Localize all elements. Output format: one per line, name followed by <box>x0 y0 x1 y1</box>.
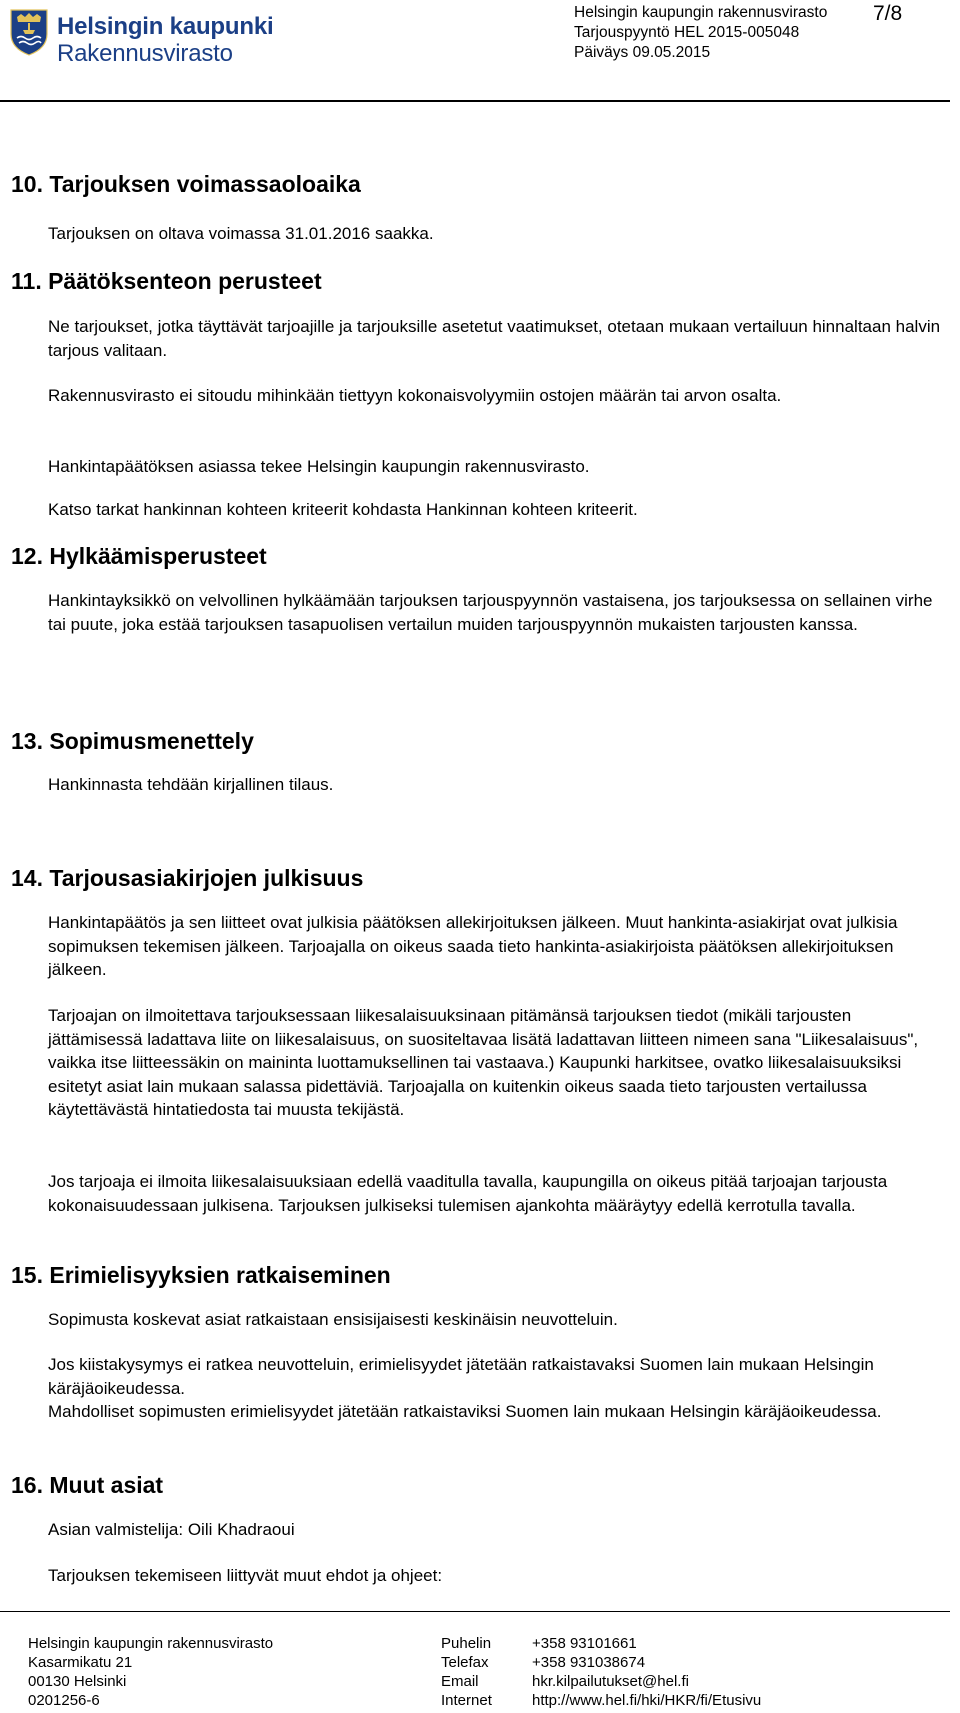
section-13-heading: 13. Sopimusmenettely <box>11 728 254 754</box>
footer-phone: +358 93101661 <box>532 1635 637 1652</box>
section-14-paragraph-2: Tarjoajan on ilmoitettava tarjouksessaan liikesalaisuuksinaan pitämänsä tarjouksen tiedot (mikäli tarjousten jättämisessä ladattava liite on liikesalaisuus, on suositeltavaa lisätä ladattavan liitteen nimeen sana "Liikesalaisuus", vaikka itse liitteessäkin on maininta luottamuksellinen tai vastaava.) Kaupunki harkitsee, ovatko liikesalaisuuksiksi esitetyt asiat lain mukaan salassa pidettäviä. Tarjoajalla on kuitenkin oikeus saada tieto tarjousten vertailussa käytettävästä hintatiedosta tai muusta tekijästä. <box>48 1006 919 1119</box>
section-15-paragraph-2b: Mahdolliset sopimusten erimielisyydet jätetään ratkaistaviksi Suomen lain mukaan Helsingin käräjäoikeudessa. <box>48 1402 882 1421</box>
header-org: Helsingin kaupungin rakennusvirasto <box>574 4 828 21</box>
section-11-paragraph-3: Hankintapäätöksen asiassa tekee Helsingin kaupungin rakennusvirasto. <box>48 457 590 476</box>
section-16-paragraph-2: Tarjouksen tekemiseen liittyvät muut ehdot ja ohjeet: <box>48 1566 443 1585</box>
section-15-paragraph-2 <box>48 1353 948 1424</box>
section-15-paragraph-1: Sopimusta koskevat asiat ratkaistaan ensisijaisesti keskinäisin neuvotteluin. <box>48 1310 618 1329</box>
logo-department: Rakennusvirasto <box>57 40 233 67</box>
section-14-paragraph-1: Hankintapäätös ja sen liitteet ovat julkisia päätöksen allekirjoituksen jälkeen. Muut hankinta-asiakirjat ovat julkisia sopimuksen tekemisen jälkeen. Tarjoajalla on oikeus saada tieto hankinta-asiakirjoista päätöksen allekirjoituksen jälkeen. <box>48 913 898 979</box>
section-12-paragraph: Hankintayksikkö on velvollinen hylkäämään tarjouksen tarjouspyynnön vastaisena, jos tarjouksessa on sellainen virhe tai puute, joka estää tarjouksen tasapuolisen vertailun muiden tarjouspyynnön mukaisten tarjousten kanssa. <box>48 591 933 634</box>
header-date: Päiväys 09.05.2015 <box>574 44 711 61</box>
footer-phone-label: Puhelin <box>441 1635 492 1652</box>
footer-fax-label: Telefax <box>441 1654 489 1671</box>
section-10-heading: 10. Tarjouksen voimassaoloaika <box>11 171 361 197</box>
section-14-heading: 14. Tarjousasiakirjojen julkisuus <box>11 865 364 891</box>
section-15-paragraph-2a: Jos kiistakysymys ei ratkea neuvotteluin, erimielisyydet jätetään ratkaistavaksi Suomen lain mukaan Helsingin käräjäoikeudessa. <box>48 1355 874 1398</box>
section-16-heading: 16. Muut asiat <box>11 1472 164 1498</box>
section-11-paragraph-1: Ne tarjoukset, jotka täyttävät tarjoajille ja tarjouksille asetetut vaatimukset, otetaan mukaan vertailuun hinnaltaan halvin tarjous valitaan. <box>48 317 941 360</box>
footer-fax: +358 931038674 <box>532 1654 646 1671</box>
header-reference: Tarjouspyyntö HEL 2015-005048 <box>574 24 800 41</box>
footer-internet-label: Internet <box>441 1692 492 1709</box>
footer-email-link[interactable]: hkr.kilpailutukset@hel.fi <box>532 1673 689 1690</box>
section-16-paragraph-1: Asian valmistelija: Oili Khadraoui <box>48 1520 295 1539</box>
footer-website-link[interactable]: http://www.hel.fi/hki/HKR/fi/Etusivu <box>532 1692 762 1709</box>
footer-org: Helsingin kaupungin rakennusvirasto <box>28 1635 274 1652</box>
section-14-paragraph-3: Jos tarjoaja ei ilmoita liikesalaisuuksiaan edellä vaaditulla tavalla, kaupungilla on oikeus pitää tarjoajan tarjousta kokonaisuudessaan julkisena. Tarjouksen julkiseksi tulemisen ajankohta määräytyy edellä kerrotulla tavalla. <box>48 1172 888 1215</box>
footer-email-label: Email <box>441 1673 479 1690</box>
section-10-paragraph: Tarjouksen on oltava voimassa 31.01.2016 saakka. <box>48 224 434 243</box>
footer-business-id: 0201256-6 <box>28 1692 100 1709</box>
page-number: 7/8 <box>873 2 903 25</box>
section-15-heading: 15. Erimielisyyksien ratkaiseminen <box>11 1262 391 1288</box>
section-11-heading: 11. Päätöksenteon perusteet <box>11 268 322 294</box>
section-12-heading: 12. Hylkäämisperusteet <box>11 543 267 569</box>
footer-postal: 00130 Helsinki <box>28 1673 127 1690</box>
footer-contact-labels <box>441 1634 492 1710</box>
header-divider <box>0 100 950 102</box>
section-11-paragraph-4: Katso tarkat hankinnan kohteen kriteerit kohdasta Hankinnan kohteen kriteerit. <box>48 500 638 519</box>
logo-name: Helsingin kaupunki <box>57 13 274 40</box>
helsinki-crest-icon <box>9 8 49 56</box>
footer-divider <box>0 1611 950 1612</box>
helsinki-logo <box>9 8 273 68</box>
footer-address <box>28 1634 273 1710</box>
header-meta <box>574 3 827 63</box>
section-11-paragraph-2: Rakennusvirasto ei sitoudu mihinkään tiettyyn kokonaisvolyymiin ostojen määrän tai arvon osalta. <box>48 386 782 405</box>
footer-street: Kasarmikatu 21 <box>28 1654 133 1671</box>
footer-contact-values <box>532 1634 761 1710</box>
section-13-paragraph: Hankinnasta tehdään kirjallinen tilaus. <box>48 775 334 794</box>
